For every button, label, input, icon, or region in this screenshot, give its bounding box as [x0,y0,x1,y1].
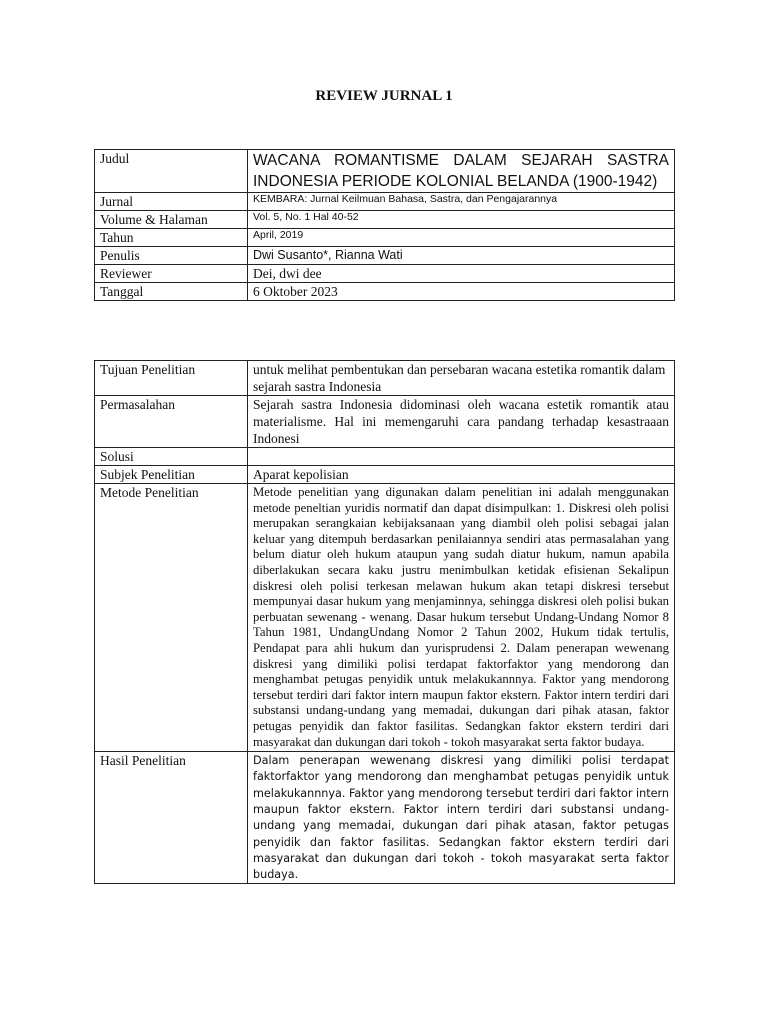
label-judul: Judul [95,150,248,193]
review-table [94,360,675,884]
label-reviewer: Reviewer [95,265,248,283]
label-permasalahan: Permasalahan [95,396,248,448]
value-subjek: Aparat kepolisian [248,466,675,484]
value-penulis: Dwi Susanto*, Rianna Wati [248,247,675,265]
value-hasil: Dalam penerapan wewenang diskresi yang dimiliki polisi terdapat faktorfaktor yang mendorong dan menghambat petugas penyidik untuk melakukannnya. Faktor yang mendorong tersebut terdiri dari faktor intern maupun faktor ekstern. Faktor intern terdiri dari substansi undang-undang yang memadai, dukungan dari pihak atasan, faktor petugas penyidik dan faktor fasilitas. Sedangkan faktor ekstern terdiri dari masyarakat dan dukungan dari tokoh - tokoh masyarakat serta faktor budaya. [248,752,675,884]
value-judul: WACANA ROMANTISME DALAM SEJARAH SASTRA INDONESIA PERIODE KOLONIAL BELANDA (1900-1942) [248,150,675,193]
row-judul [95,150,675,193]
row-reviewer [95,265,675,283]
row-permasalahan [95,396,675,448]
row-tahun [95,229,675,247]
value-permasalahan: Sejarah sastra Indonesia didominasi oleh wacana estetik romantik atau materialisme. Hal ini memengaruhi cara pandang terhadap kesastraaan Indonesi [248,396,675,448]
row-volume [95,211,675,229]
value-jurnal: KEMBARA: Jurnal Keilmuan Bahasa, Sastra, dan Pengajarannya [248,193,675,211]
value-volume: Vol. 5, No. 1 Hal 40-52 [248,211,675,229]
value-reviewer: Dei, dwi dee [248,265,675,283]
label-solusi: Solusi [95,448,248,466]
value-tanggal: 6 Oktober 2023 [248,283,675,301]
journal-info-table [94,149,675,301]
row-tanggal [95,283,675,301]
row-solusi [95,448,675,466]
row-metode [95,484,675,752]
label-jurnal: Jurnal [95,193,248,211]
row-hasil [95,752,675,884]
value-tahun: April, 2019 [248,229,675,247]
label-volume: Volume & Halaman [95,211,248,229]
label-subjek: Subjek Penelitian [95,466,248,484]
value-metode: Metode penelitian yang digunakan dalam penelitian ini adalah menggunakan metode peneltian yuridis normatif dan dapat disimpulkan: 1. Diskresi oleh polisi merupakan serangkaian kebijaksanaan yang diambil oleh polisi sebagai jalan keluar yang ditempuh berdasarkan penilaiannya sendiri atas permasalahan yang belum diatur oleh hukum ataupun yang sudah diatur hukum, namun apabila diberlakukan secara kaku justru menimbulkan ketidak efisienan Sekalipun diskresi oleh polisi terkesan melawan hukum akan tetapi diskresi tersebut mempunyai dasar hukum yang menjaminnya, sehingga diskresi oleh polisi bukan perbuatan sewenang - wenang. Dasar hukum tersebut Undang-Undang Nomor 8 Tahun 1981, UndangUndang Nomor 2 Tahun 2002, Hukum tidak tertulis, Pendapat para ahli hukum dan yurisprudensi 2. Dalam penerapan wewenang diskresi yang dimiliki polisi terdapat faktorfaktor yang mendorong dan menghambat petugas penyidik untuk melakukannnya. Faktor yang mendorong tersebut terdiri dari faktor intern maupun faktor ekstern. Faktor intern terdiri dari substansi undang-undang yang memadai, dukungan dari pihak atasan, faktor petugas penyidik dan faktor fasilitas. Sedangkan faktor ekstern terdiri dari masyarakat dan dukungan dari tokoh - tokoh masyarakat serta faktor budaya. [248,484,675,752]
label-hasil: Hasil Penelitian [95,752,248,884]
row-tujuan [95,361,675,396]
label-tujuan: Tujuan Penelitian [95,361,248,396]
value-tujuan: untuk melihat pembentukan dan persebaran wacana estetika romantik dalam sejarah sastra Indonesia [248,361,675,396]
label-tahun: Tahun [95,229,248,247]
row-penulis [95,247,675,265]
value-solusi [248,448,675,466]
page-title: REVIEW JURNAL 1 [315,88,453,104]
row-jurnal [95,193,675,211]
row-subjek [95,466,675,484]
label-tanggal: Tanggal [95,283,248,301]
label-metode: Metode Penelitian [95,484,248,752]
label-penulis: Penulis [95,247,248,265]
